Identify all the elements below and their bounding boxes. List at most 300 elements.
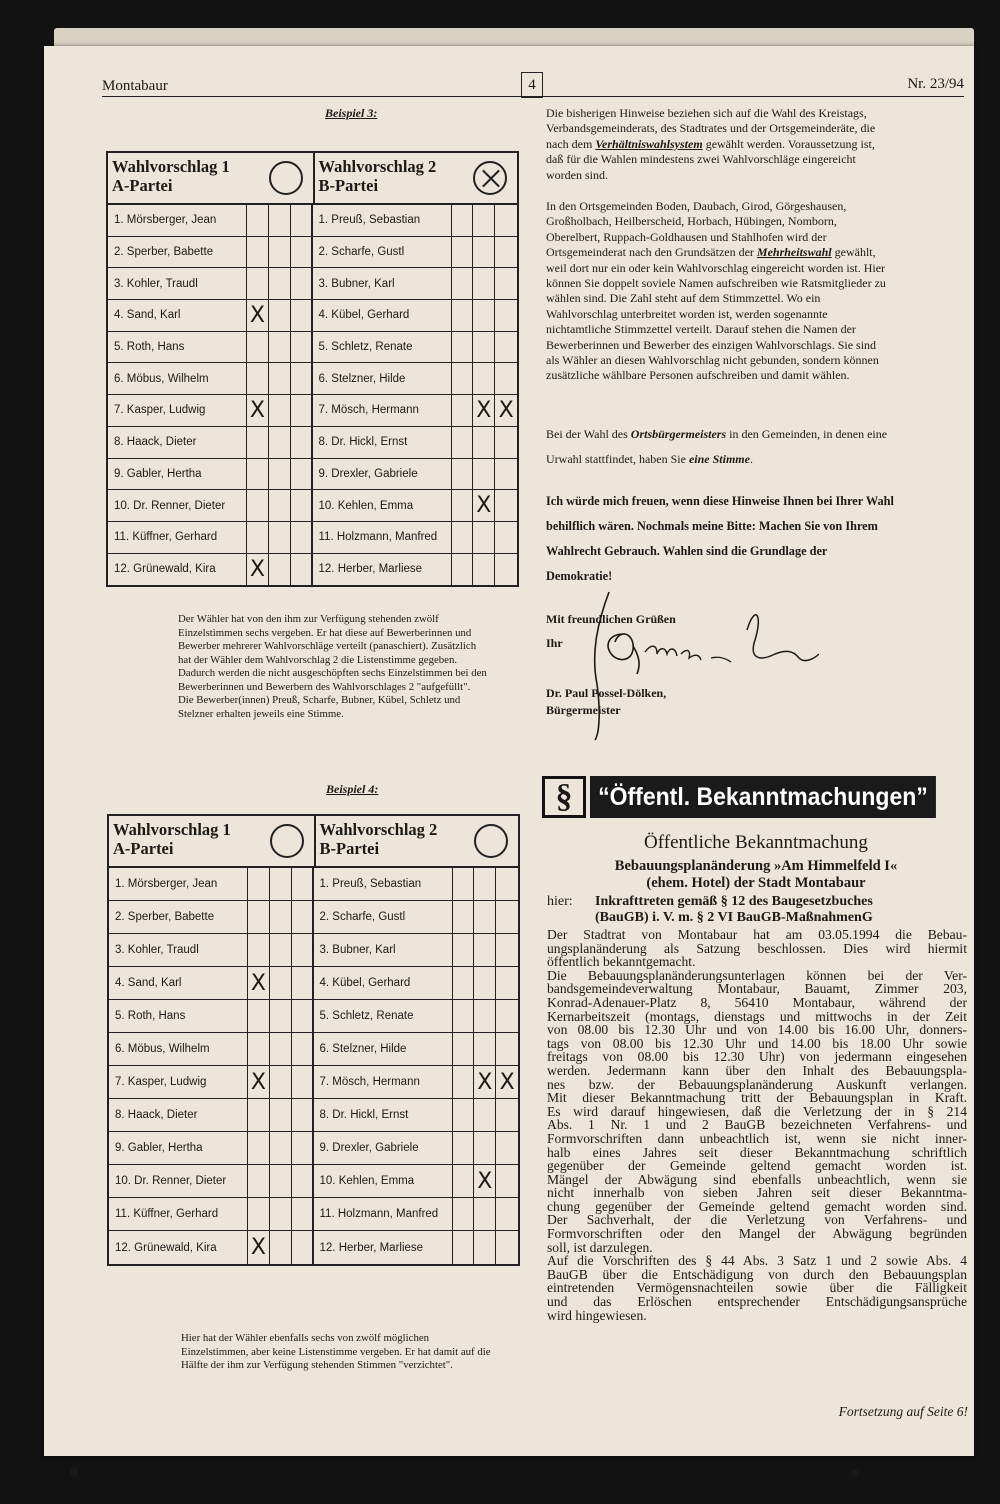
text-segment: gewählt, bbox=[831, 245, 876, 260]
text-line: Konrad-Adenauer-Platz 8, 56410 Montabaur, während der bbox=[547, 994, 967, 1010]
text-line: von 08.00 bis 12.30 Uhr und von 14.00 bis 16.00 Uhr, donners- bbox=[547, 1022, 967, 1038]
staple-hole bbox=[70, 1468, 78, 1476]
vote-box-b bbox=[452, 300, 474, 331]
vote-box-b bbox=[452, 395, 474, 426]
vote-box-a bbox=[292, 1033, 314, 1065]
list-b-header bbox=[314, 816, 519, 866]
mayor-vote-paragraph bbox=[546, 422, 966, 472]
text-line: bandsgemeindeverwaltung Montabaur, Bauamt, Zimmer 203, bbox=[547, 981, 967, 997]
vote-box-b bbox=[452, 490, 474, 521]
vote-box-b bbox=[495, 205, 517, 236]
text-line: Die Bebauungsplanänderungsunterlagen können bei der Ver- bbox=[547, 967, 967, 983]
candidate-b-name: 8. Dr. Hickl, Ernst bbox=[313, 427, 452, 458]
vote-box-a bbox=[247, 332, 269, 363]
vote-box-b bbox=[474, 1132, 496, 1164]
text-line: nichtamtliche Stimmzettel verteilt. Darauf stehen die Namen der bbox=[546, 322, 856, 337]
candidate-b-name: 9. Drexler, Gabriele bbox=[313, 459, 452, 490]
candidate-b-name: 8. Dr. Hickl, Ernst bbox=[314, 1099, 453, 1131]
text-line: Mit dieser Bekanntmachung tritt der Bebauungsplan in Kraft. bbox=[547, 1090, 967, 1106]
candidate-a-name: 10. Dr. Renner, Dieter bbox=[108, 490, 247, 521]
vote-box-a bbox=[292, 1132, 314, 1164]
example-3-caption bbox=[178, 613, 528, 721]
text-line: Ich würde mich freuen, wenn diese Hinweise Ihnen bei Ihrer Wahl bbox=[546, 494, 894, 508]
list-a-party: A-Partei bbox=[112, 176, 173, 195]
ballot-row bbox=[108, 300, 517, 332]
vote-box-b bbox=[452, 268, 474, 299]
text-line: Einzelstimmen, aber keine Listenstimme vergeben. Er hat damit auf die bbox=[181, 1345, 491, 1358]
notice-title: Öffentliche Bekanntmachung bbox=[644, 832, 868, 853]
emphasis-text: Mehrheitswahl bbox=[756, 245, 832, 260]
ballot-row bbox=[108, 427, 517, 459]
candidate-a-name: 7. Kasper, Ludwig bbox=[108, 395, 247, 426]
vote-box-b: X bbox=[473, 490, 495, 521]
ballot-row bbox=[108, 363, 517, 395]
candidate-a-name: 4. Sand, Karl bbox=[109, 967, 248, 999]
vote-box-b bbox=[452, 237, 474, 268]
text-line: Der Wähler hat von den ihm zur Verfügung stehenden zwölf bbox=[178, 613, 439, 625]
candidate-b-name: 12. Herber, Marliese bbox=[314, 1231, 453, 1264]
candidate-a-name: 5. Roth, Hans bbox=[109, 1000, 248, 1032]
vote-box-b bbox=[453, 1066, 475, 1098]
vote-box-b bbox=[474, 1033, 496, 1065]
emphasis-text: Ortsbürgermeisters bbox=[630, 427, 727, 441]
list-b-party: B-Partei bbox=[318, 176, 379, 195]
vote-box-a bbox=[247, 490, 269, 521]
candidate-b-name: 1. Preuß, Sebastian bbox=[313, 205, 452, 236]
text-line: Stelzner erhalten jeweils eine Stimme. bbox=[178, 707, 344, 720]
vote-box-b bbox=[496, 1000, 518, 1032]
vote-box-b bbox=[495, 459, 517, 490]
vote-box-b bbox=[473, 522, 495, 553]
candidate-b-name: 1. Preuß, Sebastian bbox=[314, 868, 453, 900]
ballot-row bbox=[108, 237, 517, 269]
text-line: Formvorschriften dann unbeachtlich ist, wenn sie nicht inner- bbox=[547, 1130, 967, 1146]
text-line: chung gegenüber der Gemeinde geltend gemacht worden sind. bbox=[547, 1198, 967, 1214]
header-issue: Nr. 23/94 bbox=[907, 76, 964, 92]
ballot-row bbox=[109, 1165, 518, 1198]
vote-box-a: X bbox=[247, 300, 269, 331]
ballot-example-4 bbox=[107, 814, 520, 1266]
candidate-b-name: 5. Schletz, Renate bbox=[313, 332, 452, 363]
vote-box-a bbox=[292, 1066, 314, 1098]
page-number: 4 bbox=[521, 72, 543, 98]
vote-box-a bbox=[248, 868, 270, 900]
candidate-a-name: 10. Dr. Renner, Dieter bbox=[109, 1165, 248, 1197]
text-line: wählen sind. Die Zahl steht auf dem Stimmzettel. Wo ein bbox=[546, 291, 821, 306]
vote-box-b bbox=[453, 1132, 475, 1164]
vote-box-b bbox=[453, 868, 475, 900]
text-line: Die Bewerber(innen) Preuß, Scharfe, Bubner, Kübel, Schletz und bbox=[178, 694, 461, 706]
vote-box-b bbox=[474, 1198, 496, 1230]
ballot-row bbox=[109, 901, 518, 934]
candidate-b-name: 4. Kübel, Gerhard bbox=[313, 300, 452, 331]
closing-greeting: Mit freundlichen Grüßen bbox=[546, 612, 676, 626]
text-line: Hälfte der ihm zur Verfügung stehenden Stimmen "verzichtet". bbox=[181, 1359, 453, 1371]
newspaper-page bbox=[44, 46, 974, 1456]
ballot-row bbox=[109, 934, 518, 967]
text-segment: Ortsgemeinderat nach den Grundsätzen der bbox=[546, 245, 757, 260]
section-banner bbox=[542, 776, 966, 818]
vote-box-a bbox=[291, 205, 313, 236]
text-line: Oberelbert, Ruppach-Goldhausen und Stahlhofen wird der bbox=[546, 229, 827, 244]
candidate-b-name: 9. Drexler, Gabriele bbox=[314, 1132, 453, 1164]
text-line: halb eines Jahres seit dieser Bekanntmachung schriftlich bbox=[547, 1144, 967, 1160]
emphasis-text: Verhältniswahlsystem bbox=[595, 136, 703, 151]
vote-box-a bbox=[248, 934, 270, 966]
text-line: können Sie doppelt soviele Namen aufschreiben wie Ratsmitglieder zu bbox=[546, 276, 886, 291]
text-line: BauGB über die Entschädigung von durch den Bebauungsplan bbox=[547, 1266, 967, 1282]
ballot-rows bbox=[109, 868, 518, 1264]
voting-system-paragraph bbox=[546, 106, 966, 183]
vote-box-b bbox=[452, 554, 474, 586]
vote-box-a bbox=[247, 522, 269, 553]
text-line: hat der Wähler dem Wahlvorschlag 2 die Listenstimme gegeben. bbox=[178, 653, 458, 666]
vote-box-a bbox=[292, 1165, 314, 1197]
vote-box-a bbox=[292, 934, 314, 966]
vote-box-a bbox=[270, 1066, 292, 1098]
vote-box-b bbox=[453, 1231, 475, 1264]
vote-box-a bbox=[269, 395, 291, 426]
vote-box-a bbox=[291, 427, 313, 458]
candidate-b-name: 7. Mösch, Hermann bbox=[314, 1066, 453, 1098]
text-line: eintretenden Vermögensnachteilen sowie über die Fälligkeit bbox=[547, 1280, 967, 1296]
vote-box-a bbox=[270, 934, 292, 966]
vote-box-b bbox=[474, 934, 496, 966]
candidate-a-name: 8. Haack, Dieter bbox=[108, 427, 247, 458]
list-b-party: B-Partei bbox=[319, 839, 380, 858]
ballot-row bbox=[108, 459, 517, 491]
candidate-a-name: 8. Haack, Dieter bbox=[109, 1099, 248, 1131]
vote-box-b bbox=[473, 427, 495, 458]
vote-box-b bbox=[474, 901, 496, 933]
vote-box-a bbox=[269, 268, 291, 299]
vote-box-a bbox=[248, 1033, 270, 1065]
vote-box-b bbox=[452, 363, 474, 394]
candidate-b-name: 3. Bubner, Karl bbox=[314, 934, 453, 966]
candidate-a-name: 2. Sperber, Babette bbox=[109, 901, 248, 933]
text-line: Demokratie! bbox=[546, 569, 613, 583]
candidate-b-name: 6. Stelzner, Hilde bbox=[314, 1033, 453, 1065]
vote-box-a bbox=[291, 363, 313, 394]
candidate-a-name: 1. Mörsberger, Jean bbox=[108, 205, 247, 236]
vote-box-a bbox=[248, 1000, 270, 1032]
vote-box-b bbox=[473, 237, 495, 268]
text-line: Wahlvorschlag unterbreitet worden ist, werden sogenannte bbox=[546, 306, 828, 321]
handwritten-signature bbox=[579, 584, 819, 742]
list-b-header bbox=[313, 153, 518, 203]
candidate-b-name: 5. Schletz, Renate bbox=[314, 1000, 453, 1032]
candidate-b-name: 10. Kehlen, Emma bbox=[313, 490, 452, 521]
candidate-b-name: 2. Scharfe, Gustl bbox=[313, 237, 452, 268]
vote-box-b bbox=[453, 934, 475, 966]
vote-box-b: X bbox=[473, 395, 495, 426]
vote-box-b bbox=[473, 554, 495, 586]
vote-box-b bbox=[453, 1165, 475, 1197]
vote-box-a bbox=[291, 490, 313, 521]
text-line: weil dort nur ein oder kein Wahlvorschlag eingereicht worden ist. Hier bbox=[546, 260, 886, 275]
staple-hole bbox=[852, 1470, 859, 1477]
vote-box-a bbox=[248, 1099, 270, 1131]
ballot-row bbox=[109, 967, 518, 1000]
text-line bbox=[546, 245, 966, 260]
vote-box-b bbox=[453, 1033, 475, 1065]
list-b-title: Wahlvorschlag 2 bbox=[319, 820, 438, 839]
vote-box-b bbox=[496, 1165, 518, 1197]
vote-box-b bbox=[495, 490, 517, 521]
vote-box-a bbox=[248, 901, 270, 933]
list-a-header bbox=[109, 816, 314, 866]
example-3-title: Beispiel 3: bbox=[325, 106, 378, 120]
candidate-a-name: 1. Mörsberger, Jean bbox=[109, 868, 248, 900]
notice-subject-line-1: Inkrafttreten gemäß § 12 des Baugesetzbuches bbox=[595, 894, 873, 909]
notice-subtitle-1: Bebauungsplanänderung »Am Himmelfeld I« bbox=[614, 858, 898, 874]
text-line: und das Erlöschen entsprechender Entschädigungsansprüche bbox=[547, 1294, 967, 1310]
ballot-row bbox=[109, 1198, 518, 1231]
vote-box-a bbox=[292, 901, 314, 933]
notice-subject bbox=[595, 894, 967, 926]
text-line: nes bzw. der Bebauungsplanänderung Auskunft verlangen. bbox=[547, 1076, 967, 1092]
vote-box-a bbox=[291, 395, 313, 426]
vote-box-a: X bbox=[247, 395, 269, 426]
ballot-header bbox=[108, 153, 517, 205]
ballot-header bbox=[109, 816, 518, 868]
vote-box-b bbox=[496, 967, 518, 999]
text-line: Bewerberinnen und Bewerber des einzigen Wahlvorschlags. Sie sind bbox=[546, 337, 877, 352]
text-segment: in den Gemeinden, in denen eine bbox=[726, 427, 888, 441]
text-line: werden. Jedermann kann über den Inhalt des Bebauungspla- bbox=[547, 1062, 967, 1078]
vote-box-b bbox=[473, 205, 495, 236]
text-line: Die bisherigen Hinweise beziehen sich auf die Wahl des Kreistags, bbox=[546, 106, 867, 120]
vote-box-a bbox=[270, 1033, 292, 1065]
vote-box-b bbox=[496, 1132, 518, 1164]
text-line: Dadurch werden die nicht ausgeschöpften sechs Einzelstimmen bei den bbox=[178, 667, 487, 679]
list-b-vote-circle bbox=[474, 824, 508, 858]
vote-box-a: X bbox=[247, 554, 269, 586]
ballot-row bbox=[108, 554, 517, 586]
text-line: worden sind. bbox=[546, 167, 608, 182]
vote-box-b bbox=[496, 901, 518, 933]
vote-box-b bbox=[453, 1198, 475, 1230]
text-line: Auf die Vorschriften des § 44 Abs. 3 Satz 1 und 2 sowie Abs. 4 bbox=[547, 1253, 967, 1269]
ballot-row bbox=[109, 1132, 518, 1165]
majority-vote-paragraph bbox=[546, 199, 966, 384]
candidate-a-name: 12. Grünewald, Kira bbox=[109, 1231, 248, 1264]
candidate-a-name: 3. Kohler, Traudl bbox=[108, 268, 247, 299]
vote-box-a: X bbox=[248, 1231, 270, 1264]
text-line: soll, ist darzulegen. bbox=[547, 1239, 653, 1255]
appeal-paragraph bbox=[546, 489, 966, 589]
vote-box-a: X bbox=[248, 1066, 270, 1098]
vote-box-a bbox=[269, 363, 291, 394]
candidate-b-name: 4. Kübel, Gerhard bbox=[314, 967, 453, 999]
vote-box-a bbox=[292, 967, 314, 999]
ballot-row bbox=[109, 868, 518, 901]
candidate-b-name: 11. Holzmann, Manfred bbox=[314, 1198, 453, 1230]
vote-box-a bbox=[248, 1198, 270, 1230]
header-town: Montabaur bbox=[102, 78, 168, 94]
signer-title: Bürgermeister bbox=[546, 703, 621, 717]
text-line: Bewerberinnen und Bewerbern des Wahlvorschlages 2 "aufgefüllt". bbox=[178, 680, 471, 693]
vote-box-b bbox=[453, 1000, 475, 1032]
text-line: Formvorschriften oder den Mangel der Abwägung begründen bbox=[547, 1226, 967, 1242]
candidate-b-name: 7. Mösch, Hermann bbox=[313, 395, 452, 426]
vote-box-b bbox=[474, 1099, 496, 1131]
text-line: gegenüber der Gemeinde geltend gemacht worden ist. bbox=[547, 1158, 967, 1174]
list-a-vote-circle bbox=[270, 824, 304, 858]
vote-box-b bbox=[496, 868, 518, 900]
vote-box-a bbox=[247, 237, 269, 268]
example-4-caption bbox=[181, 1332, 531, 1373]
vote-box-b: X bbox=[474, 1165, 496, 1197]
vote-box-b bbox=[496, 934, 518, 966]
vote-box-b bbox=[452, 427, 474, 458]
text-line bbox=[546, 447, 966, 472]
text-line: Der Sachverhalt, der die Verletzung von Verfahrens- und bbox=[547, 1212, 967, 1228]
text-line: nicht innerhalb von sieben Jahren seit dieser Bekanntma- bbox=[547, 1185, 967, 1201]
vote-box-a bbox=[247, 363, 269, 394]
ballot-row bbox=[109, 1099, 518, 1132]
vote-box-b bbox=[473, 332, 495, 363]
list-a-party: A-Partei bbox=[113, 839, 174, 858]
vote-box-a bbox=[291, 332, 313, 363]
list-a-title: Wahlvorschlag 1 bbox=[112, 157, 230, 176]
vote-box-a bbox=[292, 1099, 314, 1131]
vote-box-a bbox=[247, 427, 269, 458]
candidate-a-name: 3. Kohler, Traudl bbox=[109, 934, 248, 966]
candidate-b-name: 6. Stelzner, Hilde bbox=[313, 363, 452, 394]
ballot-row bbox=[109, 1000, 518, 1033]
vote-box-a bbox=[269, 522, 291, 553]
vote-box-a bbox=[269, 332, 291, 363]
vote-box-b bbox=[495, 300, 517, 331]
text-line: Abs. 1 Nr. 1 und 2 BauGB bezeichneten Verfahrens- und bbox=[547, 1117, 967, 1133]
vote-box-a bbox=[248, 1165, 270, 1197]
ballot-row bbox=[108, 268, 517, 300]
candidate-b-name: 11. Holzmann, Manfred bbox=[313, 522, 452, 553]
vote-box-b bbox=[452, 205, 474, 236]
ballot-row bbox=[108, 395, 517, 427]
text-line: Kernarbeitszeit (montags, dienstags und mittwochs in der Zeit bbox=[547, 1008, 967, 1024]
vote-box-b bbox=[474, 868, 496, 900]
notice-subject-label: hier: bbox=[547, 894, 573, 909]
vote-box-b bbox=[496, 1231, 518, 1264]
vote-box-b bbox=[474, 1231, 496, 1264]
text-segment: nach dem bbox=[546, 136, 596, 151]
vote-box-b: X bbox=[474, 1066, 496, 1098]
vote-box-b bbox=[495, 268, 517, 299]
notice-body bbox=[547, 928, 967, 1322]
vote-box-b bbox=[496, 1198, 518, 1230]
vote-box-b bbox=[495, 522, 517, 553]
vote-box-a bbox=[270, 967, 292, 999]
ballot-rows bbox=[108, 205, 517, 585]
text-line: öffentlich bekanntgemacht. bbox=[547, 954, 696, 970]
vote-box-a bbox=[292, 1198, 314, 1230]
list-a-title: Wahlvorschlag 1 bbox=[113, 820, 231, 839]
text-line: freitags von 08.00 bis 12.30 Uhr) von jedermann eingesehen bbox=[547, 1049, 967, 1065]
vote-box-b bbox=[453, 901, 475, 933]
vote-box-a bbox=[292, 1000, 314, 1032]
text-line: Einzelstimmen sechs vergeben. Er hat diese auf Bewerberinnen und bbox=[178, 626, 472, 639]
ballot-example-3 bbox=[106, 151, 519, 587]
candidate-a-name: 5. Roth, Hans bbox=[108, 332, 247, 363]
candidate-a-name: 2. Sperber, Babette bbox=[108, 237, 247, 268]
vote-box-b bbox=[474, 967, 496, 999]
candidate-a-name: 11. Küffner, Gerhard bbox=[109, 1198, 248, 1230]
vote-box-b bbox=[495, 237, 517, 268]
candidate-a-name: 6. Möbus, Wilhelm bbox=[109, 1033, 248, 1065]
example-4-title: Beispiel 4: bbox=[326, 782, 379, 796]
candidate-b-name: 12. Herber, Marliese bbox=[313, 554, 452, 586]
vote-box-b bbox=[473, 300, 495, 331]
vote-box-b bbox=[496, 1033, 518, 1065]
candidate-a-name: 4. Sand, Karl bbox=[108, 300, 247, 331]
signer-name: Dr. Paul Possel-Dölken, bbox=[546, 686, 667, 700]
vote-box-b bbox=[452, 332, 474, 363]
vote-box-b bbox=[495, 332, 517, 363]
list-b-vote-circle bbox=[473, 161, 507, 195]
ballot-row bbox=[108, 205, 517, 237]
text-line: Mängel der Abwägung sind ebenfalls unbeachtlich, wenn sie bbox=[547, 1171, 967, 1187]
list-b-title: Wahlvorschlag 2 bbox=[318, 157, 437, 176]
vote-box-a bbox=[270, 868, 292, 900]
vote-box-b bbox=[453, 967, 475, 999]
list-a-header bbox=[108, 153, 313, 203]
vote-box-a: X bbox=[248, 967, 270, 999]
text-line: wird hingewiesen. bbox=[547, 1307, 647, 1323]
emphasis-text: eine Stimme bbox=[688, 452, 750, 466]
vote-box-b bbox=[496, 1099, 518, 1131]
vote-box-b bbox=[495, 363, 517, 394]
vote-box-a bbox=[270, 901, 292, 933]
candidate-a-name: 9. Gabler, Hertha bbox=[108, 459, 247, 490]
candidate-a-name: 11. Küffner, Gerhard bbox=[108, 522, 247, 553]
vote-box-a bbox=[270, 1231, 292, 1264]
vote-box-a bbox=[269, 300, 291, 331]
vote-box-a bbox=[248, 1132, 270, 1164]
continued-note: Fortsetzung auf Seite 6! bbox=[838, 1404, 968, 1419]
vote-box-a bbox=[269, 427, 291, 458]
ballot-row bbox=[108, 522, 517, 554]
vote-box-a bbox=[291, 300, 313, 331]
vote-box-a bbox=[291, 554, 313, 586]
vote-box-a bbox=[269, 237, 291, 268]
vote-box-b bbox=[473, 363, 495, 394]
vote-box-b bbox=[473, 459, 495, 490]
candidate-b-name: 2. Scharfe, Gustl bbox=[314, 901, 453, 933]
vote-box-a bbox=[269, 205, 291, 236]
text-line: Bewerber mehrerer Wahlvorschläge verteilt (panaschiert). Zusätzlich bbox=[178, 640, 477, 652]
vote-box-b: X bbox=[498, 397, 514, 423]
text-line bbox=[546, 422, 966, 447]
vote-box-a bbox=[270, 1165, 292, 1197]
vote-box-a bbox=[270, 1132, 292, 1164]
text-segment: gewählt werden. Voraussetzung ist, bbox=[702, 136, 875, 151]
vote-box-b bbox=[495, 427, 517, 458]
vote-box-a bbox=[270, 1000, 292, 1032]
vote-box-a bbox=[269, 554, 291, 586]
ballot-row bbox=[108, 332, 517, 364]
candidate-a-name: 9. Gabler, Hertha bbox=[109, 1132, 248, 1164]
candidate-a-name: 7. Kasper, Ludwig bbox=[109, 1066, 248, 1098]
vote-box-b bbox=[473, 268, 495, 299]
vote-box-a bbox=[247, 205, 269, 236]
vote-box-b bbox=[453, 1099, 475, 1131]
text-segment: Bei der Wahl des bbox=[546, 427, 631, 441]
candidate-a-name: 12. Grünewald, Kira bbox=[108, 554, 247, 586]
closing-ihr: Ihr bbox=[546, 636, 563, 650]
text-line: Wahlrecht Gebrauch. Wahlen sind die Grundlage der bbox=[546, 544, 828, 558]
